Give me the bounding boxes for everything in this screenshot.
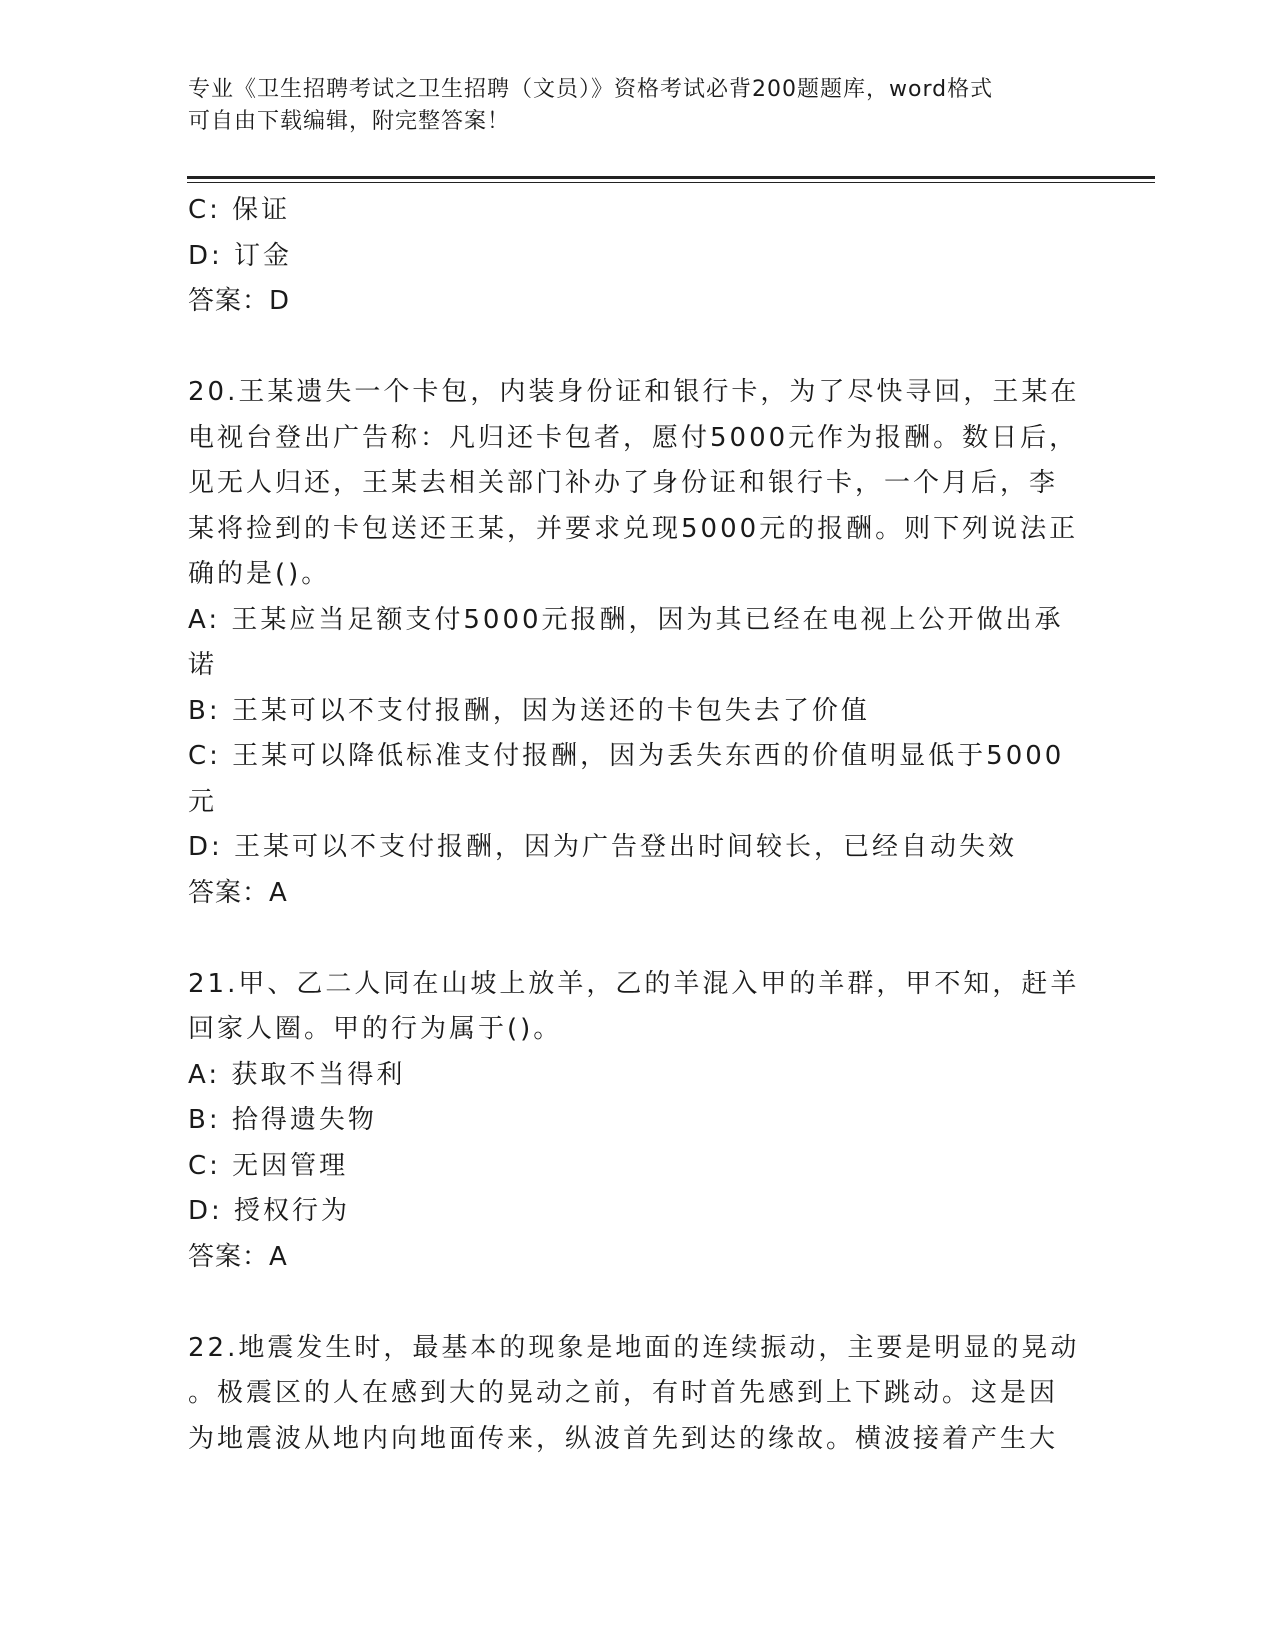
option-c-continued: 元 <box>188 786 218 817</box>
option-a-continued: 诺 <box>188 650 218 680</box>
question-stem-line: 20.王某遗失一个卡包，内装身份证和银行卡，为了尽快寻回，王某在 <box>188 377 1080 407</box>
question-21 <box>188 962 1080 1281</box>
question-22 <box>188 1326 1080 1463</box>
document-header <box>188 74 1068 138</box>
answer-line: 答案：A <box>188 1241 288 1272</box>
option-a: A: 王某应当足额支付5000元报酬，因为其已经在电视上公开做出承 <box>188 604 1064 635</box>
question-stem-line: 确的是()。 <box>188 559 331 589</box>
header-divider-thin <box>187 182 1155 183</box>
option-d: D: 授权行为 <box>188 1196 351 1226</box>
option-c: C: 无因管理 <box>188 1150 349 1181</box>
question-19-tail <box>188 188 1068 325</box>
answer-line: 答案：A <box>188 877 288 908</box>
header-line-2: 可自由下载编辑，附完整答案！ <box>188 109 511 134</box>
question-20 <box>188 370 1080 916</box>
option-a: A: 获取不当得利 <box>188 1059 406 1090</box>
question-stem-line: 回家人圈。甲的行为属于()。 <box>188 1014 563 1044</box>
document-body <box>188 188 1080 1462</box>
question-stem-line: 。极震区的人在感到大的晃动之前，有时首先感到上下跳动。这是因 <box>188 1378 1059 1408</box>
option-c: C: 保证 <box>188 195 291 225</box>
question-stem-line: 某将捡到的卡包送还王某，并要求兑现5000元的报酬。则下列说法正 <box>188 513 1079 544</box>
option-d: D: 王某可以不支付报酬，因为广告登出时间较长，已经自动失效 <box>188 832 1018 862</box>
option-b: B: 拾得遗失物 <box>188 1105 377 1135</box>
spacer <box>188 325 1068 371</box>
question-stem-line: 为地震波从地内向地面传来，纵波首先到达的缘故。横波接着产生大 <box>188 1423 1059 1454</box>
question-stem-line: 22.地震发生时，最基本的现象是地面的连续振动，主要是明显的晃动 <box>188 1332 1080 1363</box>
question-stem-line: 电视台登出广告称：凡归还卡包者，愿付5000元作为报酬。数日后， <box>188 422 1079 453</box>
spacer <box>188 916 1068 962</box>
question-stem-line: 见无人归还，王某去相关部门补办了身份证和银行卡，一个月后，李 <box>188 468 1059 498</box>
option-c: C: 王某可以降低标准支付报酬，因为丢失东西的价值明显低于5000 <box>188 741 1065 771</box>
spacer <box>188 1280 1068 1326</box>
option-b: B: 王某可以不支付报酬，因为送还的卡包失去了价值 <box>188 695 870 726</box>
header-line-1: 专业《卫生招聘考试之卫生招聘（文员）》资格考试必背200题题库，word格式 <box>188 77 994 102</box>
question-stem-line: 21.甲、乙二人同在山坡上放羊，乙的羊混入甲的羊群，甲不知，赶羊 <box>188 968 1080 999</box>
answer-line: 答案：D <box>188 286 291 316</box>
header-divider-thick <box>187 176 1155 179</box>
option-d: D: 订金 <box>188 240 293 271</box>
